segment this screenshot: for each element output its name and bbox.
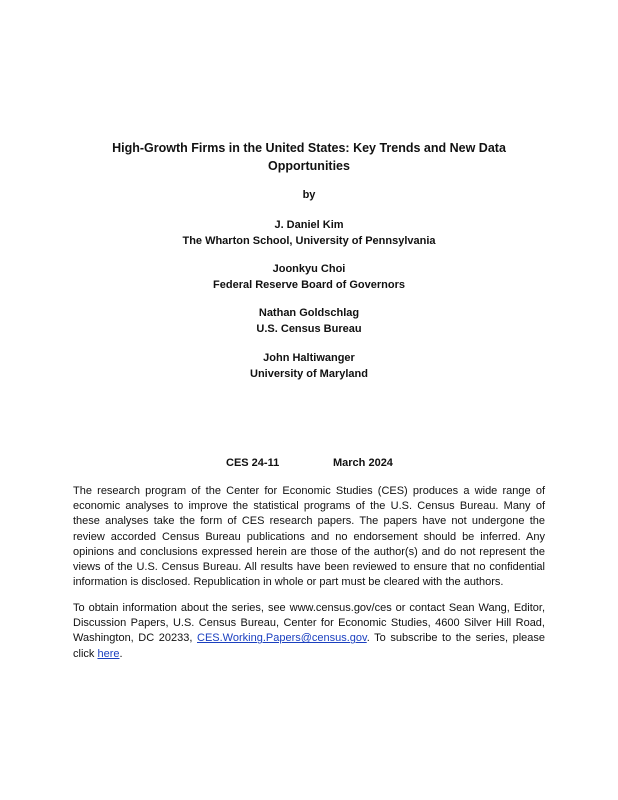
by-label: by bbox=[302, 189, 316, 201]
author-affiliation: University of Maryland bbox=[250, 367, 368, 380]
paper-title: High-Growth Firms in the United States: Key Trends and New Data Opportunities bbox=[112, 141, 506, 173]
contact-text-subscribe: . To subscribe to the series, please click bbox=[73, 632, 546, 660]
email-link[interactable]: CES.Working.Papers@census.gov bbox=[197, 632, 367, 645]
contact-paragraph bbox=[73, 601, 545, 662]
author-name: John Haltiwanger bbox=[263, 352, 355, 364]
contact-text: To obtain information about the series, see www.census.gov/ces or contact Sean Wang, Editor, Discussion Papers, U.S. Census Bureau, Center for Economic Studies, 4600 Silver Hill Road, Washington, DC 20233, bbox=[73, 602, 545, 645]
author-block bbox=[0, 306, 618, 337]
author-block bbox=[0, 351, 618, 382]
author-affiliation: The Wharton School, University of Pennsylvania bbox=[182, 234, 436, 247]
subscribe-link[interactable]: here bbox=[97, 647, 120, 660]
author-name: J. Daniel Kim bbox=[274, 219, 344, 231]
author-name: Nathan Goldschlag bbox=[258, 307, 360, 319]
author-block bbox=[0, 262, 618, 293]
author-block bbox=[0, 218, 618, 249]
paper-date: March 2024 bbox=[333, 457, 393, 469]
author-affiliation: U.S. Census Bureau bbox=[256, 322, 362, 335]
author-name: Joonkyu Choi bbox=[272, 263, 346, 275]
contact-text-end: . bbox=[119, 647, 123, 660]
paper-number: CES 24-11 bbox=[226, 457, 280, 469]
author-affiliation: Federal Reserve Board of Governors bbox=[213, 278, 405, 291]
disclaimer-paragraph: The research program of the Center for Economic Studies (CES) produces a wide range of economic analyses to improve the statistical programs of the U.S. Census Bureau. Many of these analyses take the form of CES research papers. The papers have not undergone the review accorded Census Bureau publications and no endorsement should be inferred. Any opinions and conclusions expressed herein are those of the author(s) and do not represent the views of the U.S. Census Bureau. All results have been reviewed to ensure that no confidential information is disclosed. Republication in whole or part must be cleared with the authors. bbox=[73, 485, 545, 589]
